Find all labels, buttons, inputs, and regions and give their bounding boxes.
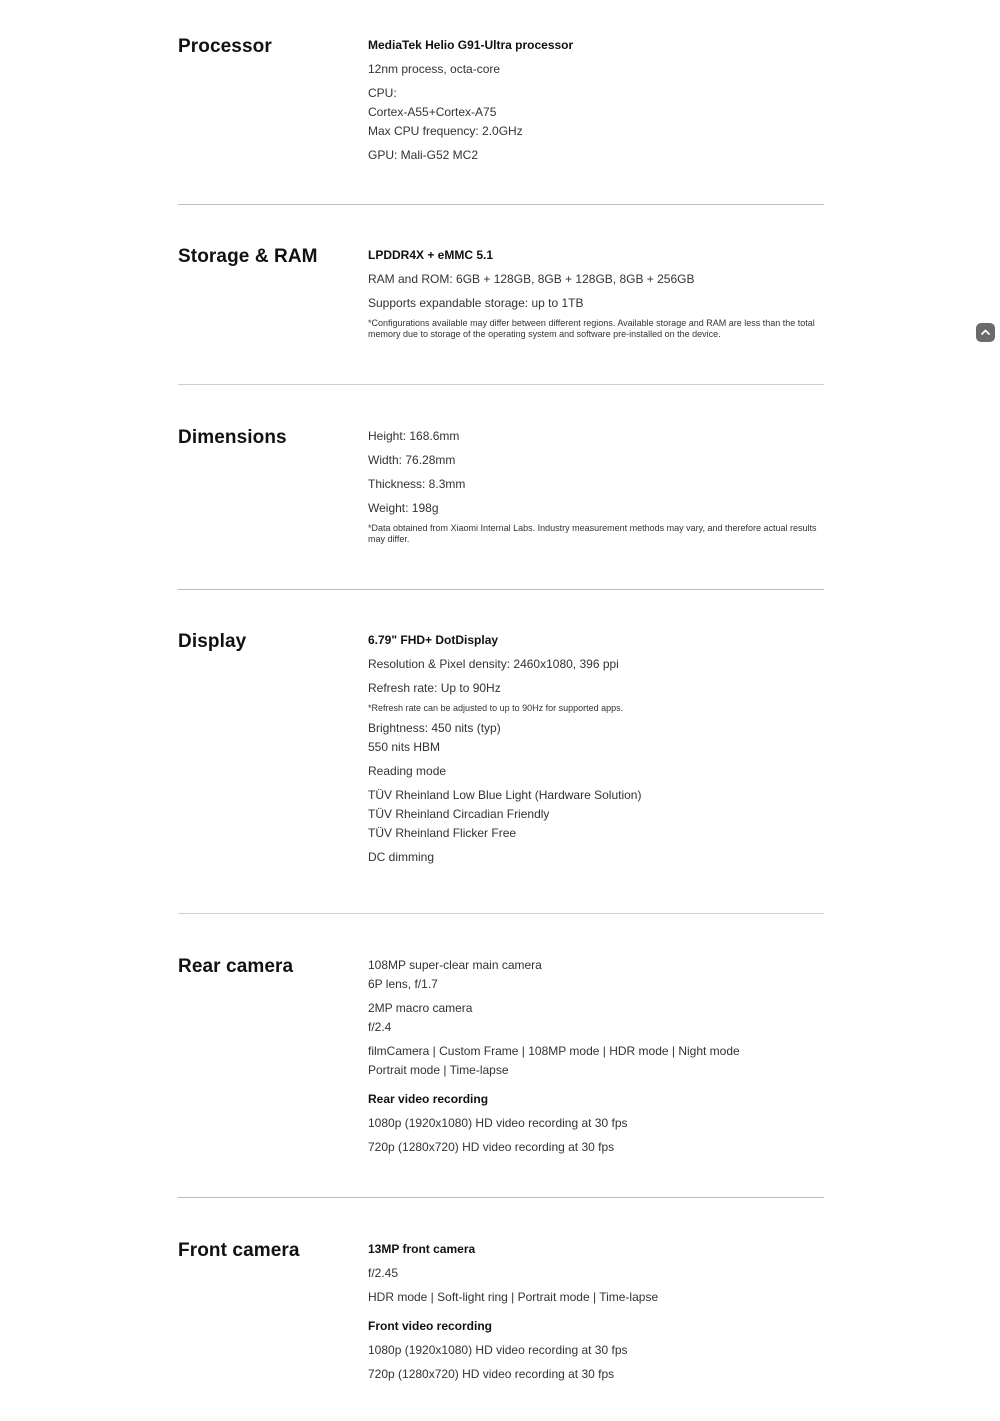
storage-configs: RAM and ROM: 6GB + 128GB, 8GB + 128GB, 8GB + 256GB — [368, 272, 695, 286]
dimension-width: Width: 76.28mm — [368, 453, 456, 467]
rear-macro-aperture: f/2.4 — [368, 1020, 392, 1034]
cpu-frequency: Max CPU frequency: 2.0GHz — [368, 124, 523, 138]
display-reading-mode: Reading mode — [368, 764, 447, 778]
storage-type: LPDDR4X + eMMC 5.1 — [368, 248, 494, 262]
section-title: Display — [178, 631, 247, 652]
section-body — [368, 1240, 824, 1384]
divider — [178, 913, 824, 914]
rear-video-title: Rear video recording — [368, 1092, 489, 1106]
front-video-1080p: 1080p (1920x1080) HD video recording at 30 fps — [368, 1343, 628, 1357]
front-video-title: Front video recording — [368, 1319, 493, 1333]
display-resolution: Resolution & Pixel density: 2460x1080, 396 ppi — [368, 657, 619, 671]
divider — [178, 384, 824, 385]
divider — [178, 1197, 824, 1198]
storage-expandable: Supports expandable storage: up to 1TB — [368, 296, 584, 310]
front-aperture: f/2.45 — [368, 1266, 399, 1280]
divider — [178, 589, 824, 590]
dimension-thickness: Thickness: 8.3mm — [368, 477, 466, 491]
section-body — [368, 36, 824, 165]
display-tuv-circadian: TÜV Rheinland Circadian Friendly — [368, 807, 550, 821]
front-main-camera: 13MP front camera — [368, 1242, 476, 1256]
section-title: Front camera — [178, 1240, 300, 1261]
section-title: Rear camera — [178, 956, 294, 977]
processor-chip: MediaTek Helio G91-Ultra processor — [368, 38, 574, 52]
rear-main-camera: 108MP super-clear main camera — [368, 958, 542, 972]
processor-process: 12nm process, octa-core — [368, 62, 501, 76]
display-refresh-note: *Refresh rate can be adjusted to up to 90Hz for supported apps. — [368, 703, 624, 713]
display-panel: 6.79" FHD+ DotDisplay — [368, 633, 499, 647]
rear-modes-continued: Portrait mode | Time-lapse — [368, 1063, 509, 1077]
display-tuv-low-blue: TÜV Rheinland Low Blue Light (Hardware Solution) — [368, 788, 642, 802]
rear-video-1080p: 1080p (1920x1080) HD video recording at 30 fps — [368, 1116, 628, 1130]
display-dc-dimming: DC dimming — [368, 850, 435, 864]
section-body — [368, 631, 824, 867]
rear-video-720p: 720p (1280x720) HD video recording at 30 fps — [368, 1140, 615, 1154]
display-tuv-flicker: TÜV Rheinland Flicker Free — [368, 826, 517, 840]
gpu: GPU: Mali-G52 MC2 — [368, 148, 479, 162]
rear-macro-camera: 2MP macro camera — [368, 1001, 473, 1015]
section-title: Storage & RAM — [178, 246, 318, 267]
rear-main-lens: 6P lens, f/1.7 — [368, 977, 438, 991]
storage-note: *Configurations available may differ between different regions. Available storage and RAM are less than the total memory due to storage of the operating system and software pre-installed on the device. — [368, 318, 815, 339]
cpu-label: CPU: — [368, 86, 397, 100]
section-body — [368, 427, 824, 545]
section-title: Processor — [178, 36, 272, 57]
front-video-720p: 720p (1280x720) HD video recording at 30 fps — [368, 1367, 615, 1381]
display-refresh: Refresh rate: Up to 90Hz — [368, 681, 501, 695]
front-modes: HDR mode | Soft-light ring | Portrait mode | Time-lapse — [368, 1290, 659, 1304]
divider — [178, 204, 824, 205]
cpu-cores: Cortex-A55+Cortex-A75 — [368, 105, 497, 119]
rear-modes: filmCamera | Custom Frame | 108MP mode | HDR mode | Night mode — [368, 1044, 740, 1058]
dimension-height: Height: 168.6mm — [368, 429, 460, 443]
section-body — [368, 956, 824, 1157]
scroll-to-top-button[interactable] — [976, 323, 995, 342]
dimension-weight: Weight: 198g — [368, 501, 439, 515]
section-body — [368, 246, 824, 340]
display-brightness: Brightness: 450 nits (typ) — [368, 721, 501, 735]
display-hbm: 550 nits HBM — [368, 740, 441, 754]
dimensions-note: *Data obtained from Xiaomi Internal Labs. Industry measurement methods may vary, and therefore actual results may differ. — [368, 523, 817, 544]
section-title: Dimensions — [178, 427, 287, 448]
chevron-up-icon — [980, 327, 991, 338]
